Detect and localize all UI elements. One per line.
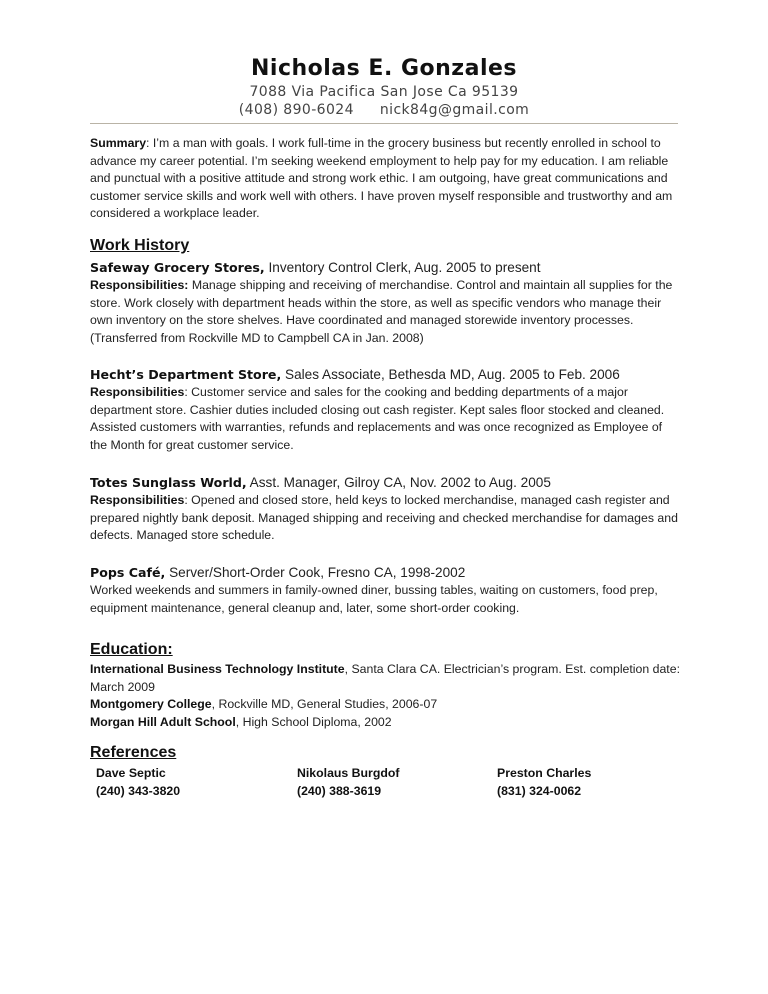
job-details: Asst. Manager, Gilroy CA, Nov. 2002 to Aug. 2005 <box>246 475 551 490</box>
reference-entry <box>497 765 591 800</box>
job-responsibilities <box>90 384 682 454</box>
job-entry-hechts <box>90 366 682 454</box>
job-entry-pops-cafe <box>90 564 682 617</box>
education-item <box>90 714 680 732</box>
job-heading <box>90 474 682 492</box>
reference-phone: (240) 343-3820 <box>96 783 181 798</box>
education-title: Education: <box>90 641 173 658</box>
reference-phone: (240) 388-3619 <box>297 783 382 798</box>
school-name: Montgomery College <box>90 697 212 712</box>
school-name: Morgan Hill Adult School <box>90 714 236 729</box>
references-title: References <box>90 744 177 761</box>
summary-text: : I’m a man with goals. I work full-time in the grocery business but recently enrolled in school to advance my career potential. I’m seeking weekend employment to help pay for my education. I am reliable and punctual with a positive attitude and strong work ethic. I am outgoing, have great communications and customer service skills and work well with others. I have proven myself responsible and trustworthy and am considered a workplace leader. <box>90 136 673 221</box>
applicant-name: Nicholas E. Gonzales <box>251 56 517 81</box>
job-heading <box>90 366 682 384</box>
job-entry-safeway <box>90 259 682 347</box>
job-company: Hecht’s Department Store, <box>90 367 282 382</box>
responsibilities-label: Responsibilities: <box>90 278 189 292</box>
job-details: Sales Associate, Bethesda MD, Aug. 2005 to Feb. 2006 <box>281 367 620 382</box>
summary-label: Summary <box>90 136 147 150</box>
education-list <box>90 661 680 731</box>
school-detail: , High School Diploma, 2002 <box>235 714 392 729</box>
responsibilities-text: : Opened and closed store, held keys to locked merchandise, managed cash register and prepared nightly bank deposit. Managed shipping and receiving and checked merchandise for damages and defects. Managed store schedule. <box>90 493 678 543</box>
responsibilities-text: : Customer service and sales for the cooking and bedding departments of a major department store. Cashier duties included closing out cash register. Kept sales floor stocked and cleaned. Assisted customers with warranties, refunds and replacements and was once recognized as Employee of the Month for great customer service. <box>90 385 665 452</box>
job-heading <box>90 564 682 582</box>
school-detail: , Rockville MD, General Studies, 2006-07 <box>211 697 438 712</box>
school-name: International Business Technology Institute <box>90 662 345 676</box>
work-history-title: Work History <box>90 237 190 254</box>
job-responsibilities <box>90 277 682 347</box>
applicant-phone: (408) 890-6024 <box>238 102 354 118</box>
job-details: Inventory Control Clerk, Aug. 2005 to present <box>264 260 541 275</box>
job-details: Server/Short-Order Cook, Fresno CA, 1998-2002 <box>165 565 466 580</box>
job-responsibilities <box>90 582 682 617</box>
school-detail: , Santa Clara CA. Electrician’s program. Est. completion date: March 2009 <box>90 662 680 694</box>
responsibilities-text: Worked weekends and summers in family-owned diner, bussing tables, waiting on customers, food prep, equipment maintenance, general cleanup and, later, some short-order cooking. <box>90 583 658 615</box>
header-divider <box>90 123 678 124</box>
reference-name: Nikolaus Burgdof <box>297 766 400 780</box>
summary-section <box>90 135 680 223</box>
job-heading <box>90 259 682 277</box>
reference-phone: (831) 324-0062 <box>497 783 582 798</box>
responsibilities-label: Responsibilities <box>90 385 185 399</box>
reference-name: Dave Septic <box>96 766 166 780</box>
education-item <box>90 661 680 696</box>
resume-header <box>90 55 678 119</box>
job-company: Totes Sunglass World, <box>90 475 247 490</box>
contact-line <box>90 101 678 119</box>
applicant-address: 7088 Via Pacifica San Jose Ca 95139 <box>249 84 519 100</box>
responsibilities-text: Manage shipping and receiving of merchandise. Control and maintain all supplies for the store. Work closely with department heads within the store, as well as specific vendors who manage their own inventory on the store shelves. Have coordinated and managed storewide inventory processes. (Transferred from Rockville MD to Campbell CA in Jan. 2008) <box>90 278 673 345</box>
reference-name: Preston Charles <box>497 766 592 780</box>
education-item <box>90 696 680 714</box>
applicant-email: nick84g@gmail.com <box>379 102 530 118</box>
job-company: Pops Café, <box>90 565 166 580</box>
job-entry-totes <box>90 474 682 545</box>
responsibilities-label: Responsibilities <box>90 493 185 507</box>
job-responsibilities <box>90 492 682 545</box>
job-company: Safeway Grocery Stores, <box>90 260 265 275</box>
reference-entry <box>96 765 180 800</box>
reference-entry <box>297 765 399 800</box>
